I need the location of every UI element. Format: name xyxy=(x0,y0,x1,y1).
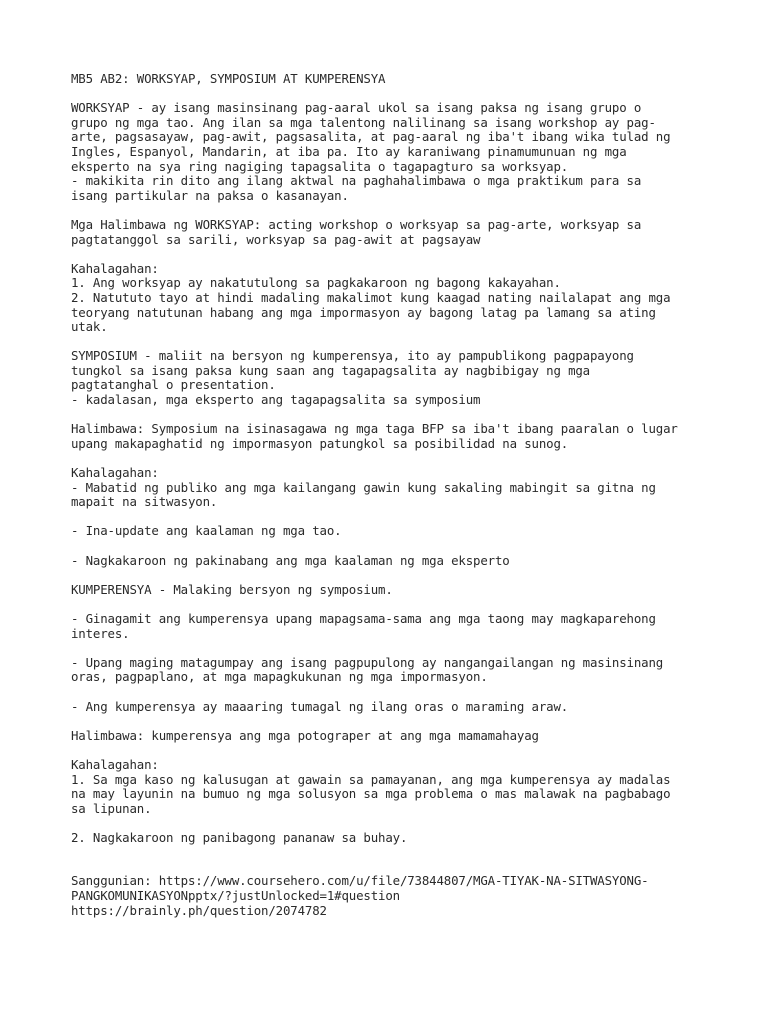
text-line: eksperto na sya ring nagiging tapagsalita o tagapagturo sa worksyap. xyxy=(71,158,569,174)
source-line: PANGKOMUNIKASYONpptx/?justUnlocked=1#question xyxy=(71,888,400,904)
text-line: sa lipunan. xyxy=(71,800,152,816)
source-line: https://brainly.ph/question/2074782 xyxy=(71,902,327,918)
text-line: Mga Halimbawa ng WORKSYAP: acting workshop o worksyap sa pag-arte, worksyap sa xyxy=(71,216,642,232)
text-line: - Upang maging matagumpay ang isang pagpupulong ay nangangailangan ng masinsinang xyxy=(71,654,664,670)
text-line: - makikita rin dito ang ilang aktwal na paghahalimbawa o mga praktikum para sa xyxy=(71,173,642,189)
symposium-importance xyxy=(71,466,731,568)
text-line: 2. Nagkakaroon ng panibagong pananaw sa buhay. xyxy=(71,829,408,845)
text-line: - kadalasan, mga eksperto ang tagapagsalita sa symposium xyxy=(71,392,481,408)
text-line: tungkol sa isang paksa kung saan ang tagapagsalita ay nagbibigay ng mga xyxy=(71,362,590,378)
text-line: interes. xyxy=(71,625,130,641)
section-heading: Kahalagahan: xyxy=(71,465,159,481)
text-line: isang partikular na paksa o kasanayan. xyxy=(71,187,349,203)
kumperensya-section xyxy=(71,583,731,846)
section-heading: Kahalagahan: xyxy=(71,260,159,276)
text-line: - Mabatid ng publiko ang mga kailangang gawin kung sakaling mabingit sa gitna ng xyxy=(71,479,656,495)
text-line: teoryang natutunan habang ang mga impormasyon ay bagong latag pa lamang sa ating xyxy=(71,304,656,320)
text-line: - Ina-update ang kaalaman ng mga tao. xyxy=(71,523,342,539)
document-title: MB5 AB2: WORKSYAP, SYMPOSIUM AT KUMPERENSYA xyxy=(71,71,386,86)
text-line: na may layunin na bumuo ng mga solusyon sa mga problema o mas malawak na pagbabago xyxy=(71,786,671,802)
source-line: Sanggunian: https://www.coursehero.com/u/file/73844807/MGA-TIYAK-NA-SITWASYONG- xyxy=(71,873,649,889)
text-line: Ingles, Espanyol, Mandarin, at iba pa. Ito ay karaniwang pinamumunuan ng mga xyxy=(71,143,627,159)
worksyap-examples xyxy=(71,218,731,247)
worksyap-definition xyxy=(71,101,731,203)
text-line: upang makapaghatid ng impormasyon patungkol sa posibilidad na sunog. xyxy=(71,435,569,451)
symposium-example xyxy=(71,422,731,451)
text-line: Halimbawa: Symposium na isinasagawa ng mga taga BFP sa iba't ibang paaralan o lugar xyxy=(71,421,678,437)
text-line: utak. xyxy=(71,319,108,335)
text-line: 2. Natututo tayo at hindi madaling makalimot kung kaagad nating nailalapat ang mga xyxy=(71,289,671,305)
text-line: Halimbawa: kumperensya ang mga potograper at ang mga mamamahayag xyxy=(71,727,539,743)
text-line: - Ang kumperensya ay maaaring tumagal ng ilang oras o maraming araw. xyxy=(71,698,569,714)
worksyap-importance xyxy=(71,262,731,335)
text-line: grupo ng mga tao. Ang ilan sa mga talentong nalilinang sa isang workshop ay pag- xyxy=(71,114,656,130)
text-line: 1. Sa mga kaso ng kalusugan at gawain sa pamayanan, ang mga kumperensya ay madalas xyxy=(71,771,671,787)
sources xyxy=(71,874,731,918)
text-line: WORKSYAP - ay isang masinsinang pag-aaral ukol sa isang paksa ng isang grupo o xyxy=(71,100,642,116)
text-line: 1. Ang worksyap ay nakatutulong sa pagkakaroon ng bagong kakayahan. xyxy=(71,275,561,291)
section-heading: Kahalagahan: xyxy=(71,756,159,772)
text-line: mapait na sitwasyon. xyxy=(71,494,218,510)
text-line: SYMPOSIUM - maliit na bersyon ng kumperensya, ito ay pampublikong pagpapayong xyxy=(71,348,634,364)
symposium-definition xyxy=(71,349,731,407)
text-line: - Nagkakaroon ng pakinabang ang mga kaalaman ng mga eksperto xyxy=(71,552,510,568)
document-body xyxy=(71,72,731,918)
text-line: oras, pagpaplano, at mga mapagkukunan ng mga impormasyon. xyxy=(71,669,488,685)
text-line: pagtatanggol sa sarili, worksyap sa pag-awit at pagsayaw xyxy=(71,231,481,247)
text-line: - Ginagamit ang kumperensya upang mapagsama-sama ang mga taong may magkaparehong xyxy=(71,610,656,626)
text-line: arte, pagsasayaw, pag-awit, pagsasalita, at pag-aaral ng iba't ibang wika tulad ng xyxy=(71,129,671,145)
text-line: pagtatanghal o presentation. xyxy=(71,377,276,393)
text-line: KUMPERENSYA - Malaking bersyon ng symposium. xyxy=(71,581,393,597)
